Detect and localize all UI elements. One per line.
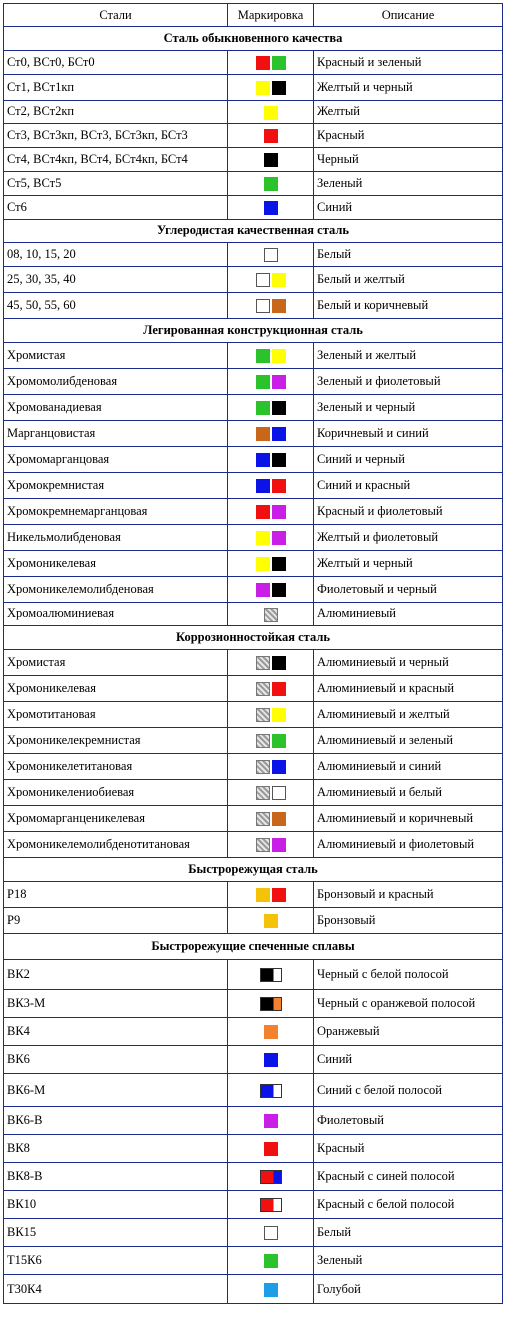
red-swatch (272, 479, 286, 493)
marking-description: Красный и зеленый (314, 50, 503, 74)
table-row (4, 50, 503, 74)
white-swatch (256, 273, 270, 287)
red-swatch (264, 1142, 278, 1156)
marking-description: Красный и фиолетовый (314, 498, 503, 524)
white-swatch (264, 1226, 278, 1240)
aluminium-swatch (256, 838, 270, 852)
black-swatch (272, 401, 286, 415)
white-swatch (256, 299, 270, 313)
violet-swatch (272, 505, 286, 519)
red-swatch (256, 505, 270, 519)
table-row (4, 1191, 503, 1219)
marking-swatches (228, 195, 314, 219)
table-row (4, 1106, 503, 1134)
table-row (4, 1018, 503, 1046)
table-row (4, 1134, 503, 1162)
marking-swatches (228, 576, 314, 602)
green-swatch (272, 56, 286, 70)
table-row (4, 293, 503, 319)
marking-description: Синий (314, 195, 503, 219)
marking-description: Красный (314, 1134, 503, 1162)
table-body (4, 27, 503, 1304)
blue-swatch (256, 479, 270, 493)
green-swatch (256, 375, 270, 389)
table-row (4, 74, 503, 100)
aluminium-swatch (256, 656, 270, 670)
table-row (4, 1219, 503, 1247)
marking-swatches (228, 1191, 314, 1219)
steel-grade: 45, 50, 55, 60 (4, 293, 228, 319)
green-swatch (264, 1254, 278, 1268)
header-row (4, 4, 503, 27)
marking-description: Зеленый и фиолетовый (314, 368, 503, 394)
brown-swatch (272, 812, 286, 826)
marking-swatches (228, 1247, 314, 1275)
blue-swatch (264, 1053, 278, 1067)
bronze-swatch (264, 914, 278, 928)
marking-swatches (228, 780, 314, 806)
marking-description: Белый (314, 1219, 503, 1247)
marking-swatches (228, 754, 314, 780)
marking-swatches (228, 420, 314, 446)
violet-swatch (272, 375, 286, 389)
table-row (4, 602, 503, 626)
table-row (4, 1074, 503, 1106)
blue-swatch (272, 760, 286, 774)
steel-grade: Хромоникелевая (4, 676, 228, 702)
steel-grade: Т30К4 (4, 1275, 228, 1304)
steel-grade: Никельмолибденовая (4, 524, 228, 550)
marking-description: Синий с белой полосой (314, 1074, 503, 1106)
table-row (4, 394, 503, 420)
blue-swatch (264, 201, 278, 215)
red-white-stripe-swatch (260, 1198, 282, 1212)
steel-grade: ВК6-В (4, 1106, 228, 1134)
aluminium-swatch (256, 708, 270, 722)
aluminium-swatch (256, 812, 270, 826)
steel-grade: Ст4, ВСт4кп, ВСт4, БСт4кп, БСт4 (4, 148, 228, 172)
section-row (4, 933, 503, 959)
section-title: Легированная конструкционная сталь (4, 319, 503, 343)
marking-description: Алюминиевый и коричневый (314, 805, 503, 831)
steel-grade: ВК3-М (4, 989, 228, 1017)
marking-description: Алюминиевый (314, 602, 503, 626)
marking-description: Красный с белой полосой (314, 1191, 503, 1219)
violet-swatch (264, 1114, 278, 1128)
marking-swatches (228, 1275, 314, 1304)
green-swatch (256, 349, 270, 363)
marking-description: Алюминиевый и синий (314, 754, 503, 780)
black-swatch (272, 583, 286, 597)
yellow-swatch (272, 273, 286, 287)
marking-swatches (228, 1162, 314, 1190)
table-row (4, 754, 503, 780)
table-row (4, 524, 503, 550)
violet-swatch (272, 531, 286, 545)
steel-grade: 08, 10, 15, 20 (4, 243, 228, 267)
table-row (4, 1275, 503, 1304)
marking-swatches (228, 989, 314, 1017)
marking-swatches (228, 171, 314, 195)
marking-description: Голубой (314, 1275, 503, 1304)
marking-swatches (228, 124, 314, 148)
steel-grade: Хромомолибденовая (4, 368, 228, 394)
marking-swatches (228, 524, 314, 550)
steel-grade: Хромокремнемарганцовая (4, 498, 228, 524)
marking-description: Черный с оранжевой полосой (314, 989, 503, 1017)
section-title: Быстрорежущие спеченные сплавы (4, 933, 503, 959)
violet-swatch (256, 583, 270, 597)
marking-description: Бронзовый (314, 907, 503, 933)
table-row (4, 650, 503, 676)
steel-grade: ВК8 (4, 1134, 228, 1162)
black-swatch (272, 656, 286, 670)
marking-swatches (228, 74, 314, 100)
table-row (4, 124, 503, 148)
white-swatch (264, 248, 278, 262)
marking-swatches (228, 100, 314, 124)
steel-grade: ВК4 (4, 1018, 228, 1046)
table-row (4, 243, 503, 267)
red-swatch (272, 682, 286, 696)
marking-swatches (228, 446, 314, 472)
table-row (4, 550, 503, 576)
table-row (4, 100, 503, 124)
steel-grade: Хромотитановая (4, 702, 228, 728)
steel-grade: ВК6-М (4, 1074, 228, 1106)
marking-description: Синий и черный (314, 446, 503, 472)
marking-swatches (228, 1134, 314, 1162)
marking-swatches (228, 602, 314, 626)
table-row (4, 342, 503, 368)
steel-grade: Хромомарганценикелевая (4, 805, 228, 831)
table-row (4, 171, 503, 195)
section-title: Быстрорежущая сталь (4, 857, 503, 881)
section-title: Коррозионностойкая сталь (4, 626, 503, 650)
black-swatch (272, 81, 286, 95)
section-row (4, 857, 503, 881)
marking-description: Желтый и черный (314, 74, 503, 100)
marking-swatches (228, 831, 314, 857)
marking-description: Фиолетовый и черный (314, 576, 503, 602)
yellow-swatch (272, 349, 286, 363)
steel-grade: Хромоникелевая (4, 550, 228, 576)
marking-description: Оранжевый (314, 1018, 503, 1046)
steel-grade: ВК15 (4, 1219, 228, 1247)
marking-swatches (228, 394, 314, 420)
marking-description: Алюминиевый и фиолетовый (314, 831, 503, 857)
steel-grade: 25, 30, 35, 40 (4, 267, 228, 293)
marking-swatches (228, 50, 314, 74)
marking-swatches (228, 1046, 314, 1074)
steel-grade: Т15К6 (4, 1247, 228, 1275)
table-row (4, 148, 503, 172)
steel-grade: Марганцовистая (4, 420, 228, 446)
marking-description: Белый и коричневый (314, 293, 503, 319)
steel-grade: Ст1, ВСт1кп (4, 74, 228, 100)
table-row (4, 195, 503, 219)
marking-description: Зеленый (314, 1247, 503, 1275)
marking-description: Красный (314, 124, 503, 148)
steel-grade: Хромистая (4, 650, 228, 676)
section-row (4, 626, 503, 650)
table-row (4, 907, 503, 933)
marking-description: Алюминиевый и желтый (314, 702, 503, 728)
section-row (4, 27, 503, 51)
marking-description: Черный с белой полосой (314, 959, 503, 989)
steel-grade: Хромоникелетитановая (4, 754, 228, 780)
marking-swatches (228, 650, 314, 676)
marking-swatches (228, 1219, 314, 1247)
marking-description: Фиолетовый (314, 1106, 503, 1134)
yellow-swatch (256, 81, 270, 95)
marking-description: Белый (314, 243, 503, 267)
green-swatch (256, 401, 270, 415)
header-description: Описание (314, 4, 503, 27)
steel-grade: ВК8-В (4, 1162, 228, 1190)
marking-swatches (228, 498, 314, 524)
steel-grade: ВК10 (4, 1191, 228, 1219)
aluminium-swatch (256, 682, 270, 696)
brown-swatch (256, 427, 270, 441)
orange-swatch (264, 1025, 278, 1039)
marking-swatches (228, 959, 314, 989)
table-row (4, 1046, 503, 1074)
blue-swatch (272, 427, 286, 441)
black-white-stripe-swatch (260, 968, 282, 982)
white-swatch (272, 786, 286, 800)
aluminium-swatch (256, 734, 270, 748)
lightblue-swatch (264, 1283, 278, 1297)
marking-swatches (228, 1074, 314, 1106)
steel-grade: Хромомарганцовая (4, 446, 228, 472)
table-row (4, 881, 503, 907)
marking-swatches (228, 805, 314, 831)
marking-swatches (228, 702, 314, 728)
marking-swatches (228, 881, 314, 907)
table-row (4, 368, 503, 394)
marking-description: Черный (314, 148, 503, 172)
brown-swatch (272, 299, 286, 313)
marking-swatches (228, 148, 314, 172)
yellow-swatch (272, 708, 286, 722)
marking-swatches (228, 1106, 314, 1134)
steel-grade: Хромоникелемолибденовая (4, 576, 228, 602)
steel-grade: Ст2, ВСт2кп (4, 100, 228, 124)
table-row (4, 831, 503, 857)
black-swatch (272, 557, 286, 571)
green-swatch (264, 177, 278, 191)
red-swatch (264, 129, 278, 143)
aluminium-swatch (256, 786, 270, 800)
red-swatch (256, 56, 270, 70)
steel-grade: Хромоникелениобиевая (4, 780, 228, 806)
marking-swatches (228, 907, 314, 933)
yellow-swatch (256, 531, 270, 545)
section-row (4, 319, 503, 343)
section-title: Углеродистая качественная сталь (4, 219, 503, 243)
steel-grade: Хромоалюминиевая (4, 602, 228, 626)
marking-description: Синий (314, 1046, 503, 1074)
marking-swatches (228, 472, 314, 498)
table-row (4, 805, 503, 831)
violet-swatch (272, 838, 286, 852)
marking-description: Желтый и фиолетовый (314, 524, 503, 550)
table-row (4, 576, 503, 602)
steel-grade: Ст0, ВСт0, БСт0 (4, 50, 228, 74)
steel-grade: Хромоникелекремнистая (4, 728, 228, 754)
marking-description: Алюминиевый и красный (314, 676, 503, 702)
section-row (4, 219, 503, 243)
steel-marking-table (3, 3, 503, 1304)
red-blue-stripe-swatch (260, 1170, 282, 1184)
marking-swatches (228, 728, 314, 754)
table-row (4, 989, 503, 1017)
marking-description: Зеленый и черный (314, 394, 503, 420)
table-row (4, 702, 503, 728)
table-row (4, 676, 503, 702)
marking-swatches (228, 550, 314, 576)
aluminium-swatch (256, 760, 270, 774)
marking-description: Зеленый (314, 171, 503, 195)
yellow-swatch (264, 106, 278, 120)
red-swatch (272, 888, 286, 902)
steel-grade: Хромокремнистая (4, 472, 228, 498)
marking-description: Желтый (314, 100, 503, 124)
green-swatch (272, 734, 286, 748)
steel-grade: Хромованадиевая (4, 394, 228, 420)
marking-description: Коричневый и синий (314, 420, 503, 446)
black-swatch (264, 153, 278, 167)
steel-grade: Ст5, ВСт5 (4, 171, 228, 195)
marking-description: Красный с синей полосой (314, 1162, 503, 1190)
steel-grade: Р9 (4, 907, 228, 933)
table-row (4, 498, 503, 524)
table-row (4, 420, 503, 446)
steel-grade: Хромоникелемолибденотитановая (4, 831, 228, 857)
blue-swatch (256, 453, 270, 467)
yellow-swatch (256, 557, 270, 571)
table-row (4, 728, 503, 754)
marking-description: Алюминиевый и зеленый (314, 728, 503, 754)
steel-grade: Ст6 (4, 195, 228, 219)
steel-grade: ВК2 (4, 959, 228, 989)
marking-description: Зеленый и желтый (314, 342, 503, 368)
table-row (4, 1247, 503, 1275)
steel-grade: ВК6 (4, 1046, 228, 1074)
blue-white-stripe-swatch (260, 1084, 282, 1098)
marking-swatches (228, 1018, 314, 1046)
table-row (4, 1162, 503, 1190)
table-row (4, 959, 503, 989)
marking-swatches (228, 243, 314, 267)
marking-swatches (228, 342, 314, 368)
black-orange-stripe-swatch (260, 997, 282, 1011)
bronze-swatch (256, 888, 270, 902)
table-row (4, 472, 503, 498)
header-steels: Стали (4, 4, 228, 27)
steel-grade: Р18 (4, 881, 228, 907)
aluminium-swatch (264, 608, 278, 622)
marking-description: Белый и желтый (314, 267, 503, 293)
steel-grade: Ст3, ВСт3кп, ВСт3, БСт3кп, БСт3 (4, 124, 228, 148)
header-marking: Маркировка (228, 4, 314, 27)
table-row (4, 780, 503, 806)
black-swatch (272, 453, 286, 467)
table-row (4, 446, 503, 472)
marking-swatches (228, 293, 314, 319)
marking-description: Алюминиевый и белый (314, 780, 503, 806)
steel-grade: Хромистая (4, 342, 228, 368)
marking-description: Бронзовый и красный (314, 881, 503, 907)
marking-description: Синий и красный (314, 472, 503, 498)
table-row (4, 267, 503, 293)
marking-swatches (228, 267, 314, 293)
marking-swatches (228, 368, 314, 394)
marking-swatches (228, 676, 314, 702)
marking-description: Алюминиевый и черный (314, 650, 503, 676)
section-title: Сталь обыкновенного качества (4, 27, 503, 51)
marking-description: Желтый и черный (314, 550, 503, 576)
